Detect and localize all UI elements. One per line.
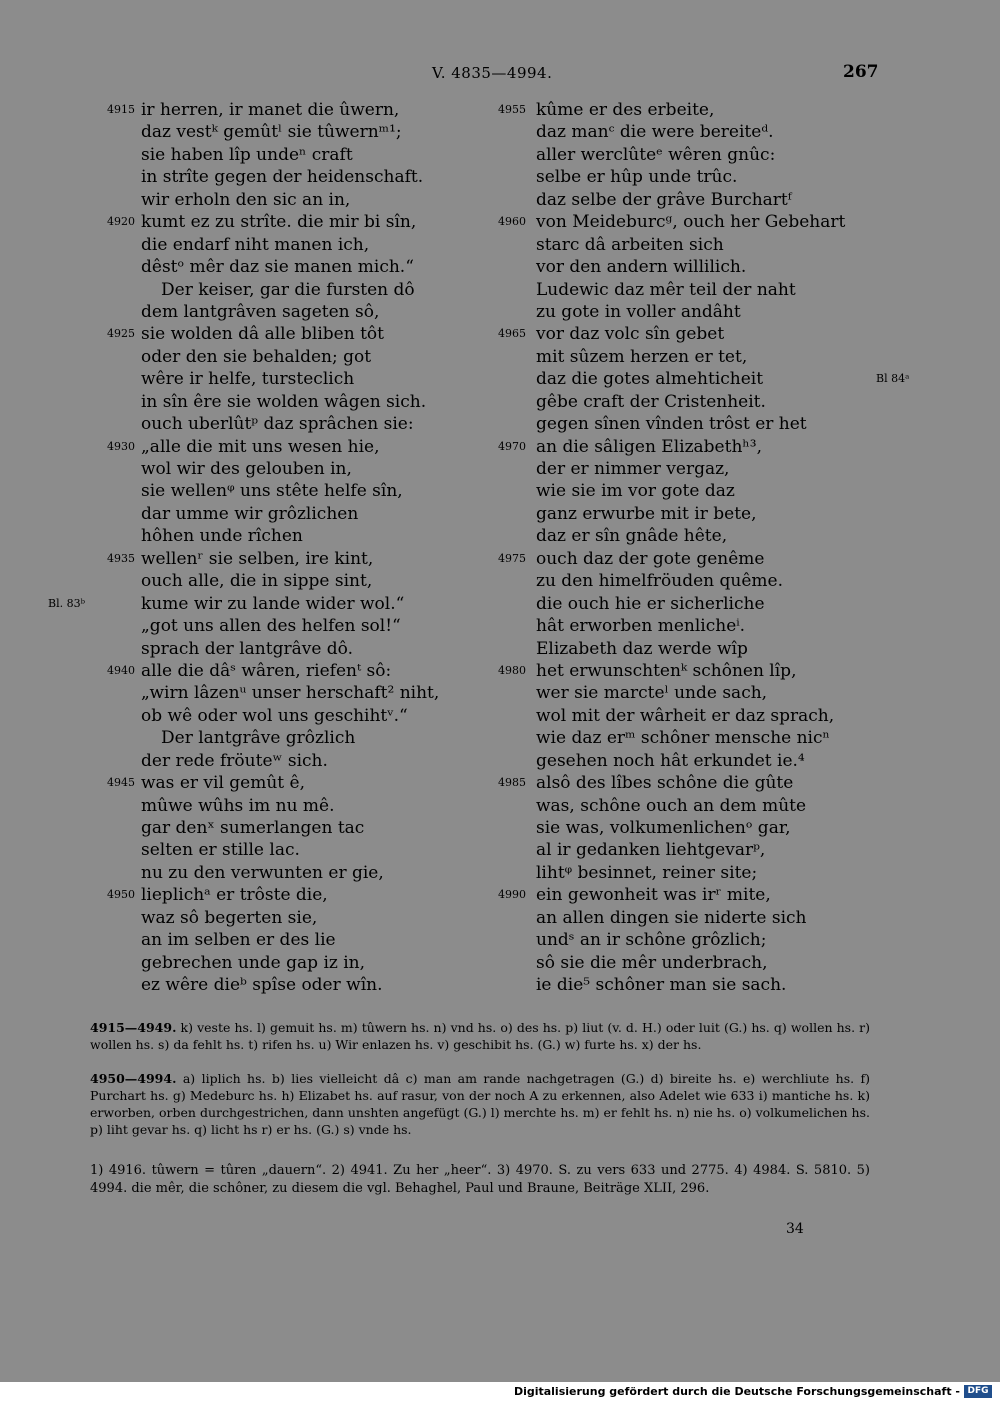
verse-line bbox=[498, 929, 948, 951]
verse-text: ouch daz der gote genême bbox=[536, 548, 765, 569]
verse-line bbox=[498, 480, 948, 502]
verse-line bbox=[60, 121, 460, 143]
verse-text: sie was, volkumenlichenᵒ gar, bbox=[536, 818, 791, 838]
verse-number: 4990 bbox=[498, 888, 526, 902]
verse-line bbox=[60, 660, 460, 682]
verse-text: ganz erwurbe mit ir bete, bbox=[536, 503, 757, 524]
verse-text: wir erholn den sic an in, bbox=[141, 189, 351, 210]
verse-number: 4985 bbox=[498, 776, 526, 790]
notes-b-range: 4950—4994. bbox=[90, 1071, 177, 1086]
folio-marker: Bl 84ᵃ bbox=[876, 372, 910, 386]
verse-text: hôhen unde rîchen bbox=[141, 526, 303, 547]
verse-text: daz manᶜ die were bereiteᵈ. bbox=[536, 122, 774, 143]
verse-text: wêre ir helfe, tursteclich bbox=[141, 369, 355, 390]
notes-a-range: 4915—4949. bbox=[90, 1020, 177, 1035]
verse-line bbox=[60, 211, 460, 233]
footer-bar bbox=[0, 1382, 1000, 1402]
verse-line bbox=[60, 952, 460, 974]
verse-text: Elizabeth daz werde wîp bbox=[536, 638, 748, 659]
footer-credit: Digitalisierung gefördert durch die Deutsche Forschungsgemeinschaft - bbox=[513, 1385, 960, 1398]
verse-line bbox=[498, 817, 948, 839]
verse-line bbox=[60, 503, 460, 525]
verse-text: ouch alle, die in sippe sint, bbox=[141, 571, 373, 592]
verse-line bbox=[498, 705, 948, 727]
notes-c-text: 1) 4916. tûwern = tûren „dauern“. 2) 4941. Zu her „heer“. 3) 4970. S. zu vers 633 und 2775. 4) 4984. S. 5810. 5) 4994. die mêr, die schôner, zu diesem die vgl. Behaghel, Paul und Braune, Beiträge XLII, 296. bbox=[90, 1163, 870, 1196]
verse-line bbox=[60, 346, 460, 368]
verse-line bbox=[60, 929, 460, 951]
verse-line bbox=[498, 952, 948, 974]
verse-number: 4955 bbox=[498, 103, 526, 116]
verse-line bbox=[60, 817, 460, 839]
verse-text: was, schône ouch an dem mûte bbox=[536, 795, 807, 816]
apparatus-notes-b bbox=[90, 1070, 870, 1138]
verse-line bbox=[60, 144, 460, 166]
verse-number: 4920 bbox=[107, 215, 135, 229]
verse-line bbox=[60, 795, 460, 817]
verse-line bbox=[498, 570, 948, 592]
verse-line bbox=[498, 525, 948, 547]
verse-line bbox=[498, 593, 948, 615]
verse-line bbox=[60, 368, 460, 390]
verse-text: zu den himelfröuden quême. bbox=[536, 571, 783, 592]
verse-line bbox=[498, 234, 948, 256]
verse-line bbox=[60, 480, 460, 502]
verse-text: dar umme wir grôzlichen bbox=[141, 503, 359, 524]
verse-text: der er nimmer vergaz, bbox=[536, 459, 730, 479]
verse-line bbox=[60, 436, 460, 458]
verse-text: oder den sie behalden; got bbox=[141, 346, 372, 367]
verse-text: Der lantgrâve grôzlich bbox=[161, 728, 356, 749]
verse-text: wie daz erᵐ schôner mensche nicⁿ bbox=[536, 728, 830, 749]
verse-text: daz vestᵏ gemûtˡ sie tûwernᵐ¹; bbox=[141, 122, 402, 143]
verse-text: sie wolden dâ alle bliben tôt bbox=[141, 324, 384, 345]
verse-line bbox=[498, 211, 948, 233]
verse-line bbox=[60, 525, 460, 547]
verse-line bbox=[60, 301, 460, 323]
verse-line bbox=[498, 99, 948, 121]
verse-number: 4945 bbox=[107, 776, 135, 790]
verse-text: hât erworben menlicheⁱ. bbox=[536, 616, 746, 637]
verse-line bbox=[60, 705, 460, 727]
verse-line bbox=[60, 548, 460, 570]
verse-line bbox=[60, 750, 460, 772]
verse-number: 4960 bbox=[498, 215, 526, 229]
verse-line bbox=[498, 301, 948, 323]
verse-text: gesehen noch hât erkundet ie.⁴ bbox=[536, 750, 805, 771]
verse-line bbox=[498, 974, 948, 996]
verse-line bbox=[48, 593, 460, 615]
verse-text: wol mit der wârheit er daz sprach, bbox=[536, 705, 835, 726]
verse-text: daz selbe der grâve Burchartᶠ bbox=[536, 189, 792, 210]
verse-text: an die sâligen Elizabethʰ³, bbox=[536, 436, 762, 457]
verse-line bbox=[60, 323, 460, 345]
verse-line bbox=[498, 862, 948, 884]
verse-text: ie die⁵ schôner man sie sach. bbox=[536, 975, 787, 996]
verse-line bbox=[498, 121, 948, 143]
verse-text: von Meideburcᵍ, ouch her Gebehart bbox=[536, 212, 846, 233]
verse-line bbox=[498, 615, 948, 637]
verse-line bbox=[60, 727, 460, 749]
verse-text: kumt ez zu strîte. die mir bi sîn, bbox=[141, 212, 417, 233]
verse-text: wellenʳ sie selben, ire kint, bbox=[141, 548, 374, 569]
verse-line bbox=[60, 166, 460, 188]
verse-line bbox=[498, 772, 948, 794]
verse-line bbox=[60, 279, 460, 301]
verse-text: selten er stille lac. bbox=[141, 840, 300, 861]
verse-text: was er vil gemût ê, bbox=[141, 773, 305, 794]
verse-text: nu zu den verwunten er gie, bbox=[141, 862, 384, 883]
verse-text: wie sie im vor gote daz bbox=[536, 481, 735, 502]
verse-line bbox=[498, 256, 948, 278]
verse-number: 4940 bbox=[107, 663, 135, 677]
verse-text: aller werclûteᵉ wêren gnûc: bbox=[536, 144, 776, 165]
verse-number: 4930 bbox=[107, 439, 135, 453]
verse-text: daz er sîn gnâde hête, bbox=[536, 526, 728, 547]
page-number: 267 bbox=[843, 62, 879, 82]
verse-text: starc dâ arbeiten sich bbox=[536, 234, 724, 255]
verse-text: gegen sînen vînden trôst er het bbox=[536, 414, 807, 435]
verse-line bbox=[498, 279, 948, 301]
verse-line bbox=[60, 772, 460, 794]
verse-text: „alle die mit uns wesen hie, bbox=[141, 436, 380, 457]
verse-text: ein gewonheit was irʳ mite, bbox=[536, 885, 771, 906]
verse-line bbox=[60, 99, 460, 121]
dfg-logo-icon: DFG bbox=[964, 1385, 992, 1398]
verse-text: sie wellenᵠ uns stête helfe sîn, bbox=[141, 481, 403, 502]
verse-text: mûwe wûhs im nu mê. bbox=[141, 795, 335, 816]
verse-line bbox=[60, 256, 460, 278]
folio-marker: Bl. 83ᵇ bbox=[48, 596, 85, 610]
verse-line bbox=[60, 839, 460, 861]
verse-line bbox=[498, 727, 948, 749]
verse-text: dêstᵒ mêr daz sie manen mich.“ bbox=[141, 257, 414, 278]
right-verse-column bbox=[498, 99, 948, 997]
printer-signature: 34 bbox=[786, 1221, 804, 1237]
verse-line bbox=[498, 660, 948, 682]
verse-text: waz sô begerten sie, bbox=[141, 907, 318, 928]
verse-text: al ir gedanken liehtgevarᵖ, bbox=[536, 840, 766, 861]
verse-line bbox=[60, 391, 460, 413]
verse-text: in sîn êre sie wolden wâgen sich. bbox=[141, 391, 427, 412]
verse-text: undˢ an ir schône grôzlich; bbox=[536, 930, 767, 951]
verse-text: dem lantgrâven sageten sô, bbox=[141, 301, 380, 322]
verse-text: „got uns allen des helfen sol!“ bbox=[141, 616, 401, 637]
verse-number: 4925 bbox=[107, 327, 135, 341]
verse-text: het erwunschtenᵏ schônen lîp, bbox=[536, 660, 797, 681]
verse-text: gebrechen unde gap iz in, bbox=[141, 952, 366, 973]
notes-b-text: a) liplich hs. b) lies vielleicht dâ c) man am rande nachgetragen (G.) d) bireite hs. e) werchliute hs. f) Purchart hs. g) Medeburc hs. h) Elizabet hs. auf rasur, von der noch A zu erkennen, also Adelet wie 633 i) mantiche hs. k) erworben, orben durchgestrichen, dann unshten angefügt (G.) l) merchte hs. m) er fehlt hs. n) nie hs. o) volkumelichen hs. p) liht gevar hs. q) licht hs r) er hs. (G.) s) vnde hs. bbox=[90, 1071, 870, 1137]
verse-text: die endarf niht manen ich, bbox=[141, 234, 370, 255]
verse-line bbox=[498, 413, 948, 435]
verse-line bbox=[60, 458, 460, 480]
verse-text: die ouch hie er sicherliche bbox=[536, 593, 765, 614]
verse-line bbox=[498, 391, 948, 413]
verse-line bbox=[498, 907, 948, 929]
verse-text: alle die dâˢ wâren, riefenᵗ sô: bbox=[141, 660, 392, 681]
left-verse-column bbox=[48, 99, 460, 997]
verse-text: kûme er des erbeite, bbox=[536, 100, 715, 120]
verse-line bbox=[498, 323, 948, 345]
verse-text: selbe er hûp unde trûc. bbox=[536, 167, 738, 188]
verse-text: ir herren, ir manet die ûwern, bbox=[141, 100, 400, 120]
verse-line bbox=[60, 884, 460, 906]
verse-text: mit sûzem herzen er tet, bbox=[536, 346, 748, 367]
verse-line bbox=[498, 166, 948, 188]
verse-text: „wirn lâzenᵘ unser herschaft² niht, bbox=[141, 683, 440, 704]
verse-text: gêbe craft der Cristenheit. bbox=[536, 391, 766, 412]
verse-text: sie haben lîp undeⁿ craft bbox=[141, 144, 353, 165]
verse-line bbox=[60, 234, 460, 256]
verse-line bbox=[60, 974, 460, 996]
verse-line bbox=[60, 413, 460, 435]
verse-text: an im selben er des lie bbox=[141, 930, 336, 951]
verse-number: 4950 bbox=[107, 888, 135, 902]
verse-line bbox=[60, 615, 460, 637]
running-header-title: V. 4835—4994. bbox=[432, 64, 553, 82]
verse-text: lieplichᵃ er trôste die, bbox=[141, 885, 328, 906]
verse-text: lihtᵠ besinnet, reiner site; bbox=[536, 862, 758, 883]
verse-text: wol wir des gelouben in, bbox=[141, 459, 352, 479]
verse-number: 4915 bbox=[107, 103, 135, 116]
verse-line bbox=[498, 436, 948, 458]
verse-line bbox=[498, 839, 948, 861]
verse-text: kume wir zu lande wider wol.“ bbox=[141, 593, 405, 614]
verse-line bbox=[498, 682, 948, 704]
verse-text: Ludewic daz mêr teil der naht bbox=[536, 279, 796, 300]
verse-text: in strîte gegen der heidenschaft. bbox=[141, 167, 424, 188]
verse-line bbox=[498, 884, 948, 906]
verse-text: ouch uberlûtᵖ daz sprâchen sie: bbox=[141, 414, 414, 435]
verse-line bbox=[498, 795, 948, 817]
verse-text: ob wê oder wol uns geschihtᵛ.“ bbox=[141, 705, 408, 726]
verse-text: der rede fröuteʷ sich. bbox=[141, 750, 328, 771]
verse-text: an allen dingen sie niderte sich bbox=[536, 907, 807, 928]
verse-text: sô sie die mêr underbrach, bbox=[536, 952, 768, 973]
verse-text: vor den andern willilich. bbox=[536, 257, 747, 278]
verse-line bbox=[498, 503, 948, 525]
verse-line bbox=[60, 682, 460, 704]
verse-text: daz die gotes almehticheit bbox=[536, 369, 764, 390]
verse-number: 4970 bbox=[498, 439, 526, 453]
verse-text: Der keiser, gar die fursten dô bbox=[161, 279, 415, 300]
verse-text: vor daz volc sîn gebet bbox=[536, 324, 725, 345]
commentary-notes bbox=[90, 1162, 870, 1198]
verse-line bbox=[498, 458, 948, 480]
verse-line bbox=[60, 862, 460, 884]
verse-line bbox=[498, 189, 948, 211]
verse-number: 4975 bbox=[498, 551, 526, 565]
verse-line bbox=[498, 750, 948, 772]
apparatus-notes-a bbox=[90, 1019, 870, 1053]
verse-text: alsô des lîbes schône die gûte bbox=[536, 773, 794, 794]
verse-text: ez wêre dieᵇ spîse oder wîn. bbox=[141, 975, 383, 996]
verse-number: 4965 bbox=[498, 327, 526, 341]
verse-line bbox=[498, 346, 948, 368]
verse-text: wer sie marcteˡ unde sach, bbox=[536, 683, 768, 704]
verse-number: 4935 bbox=[107, 551, 135, 565]
verse-number: 4980 bbox=[498, 663, 526, 677]
verse-line bbox=[60, 570, 460, 592]
verse-line bbox=[498, 144, 948, 166]
verse-line bbox=[498, 548, 948, 570]
notes-a-text: k) veste hs. l) gemuit hs. m) tûwern hs. n) vnd hs. o) des hs. p) liut (v. d. H.) oder luit (G.) hs. q) wollen hs. r) wollen hs. s) da fehlt hs. t) rifen hs. u) Wir enlazen hs. v) geschibit hs. (G.) w) furte hs. x) der hs. bbox=[90, 1020, 870, 1052]
verse-text: gar denˣ sumerlangen tac bbox=[141, 818, 365, 838]
verse-line bbox=[498, 368, 948, 390]
verse-line bbox=[60, 907, 460, 929]
verse-text: zu gote in voller andâht bbox=[536, 301, 741, 322]
verse-text: sprach der lantgrâve dô. bbox=[141, 638, 354, 659]
verse-line bbox=[60, 189, 460, 211]
verse-line bbox=[60, 638, 460, 660]
verse-line bbox=[498, 638, 948, 660]
